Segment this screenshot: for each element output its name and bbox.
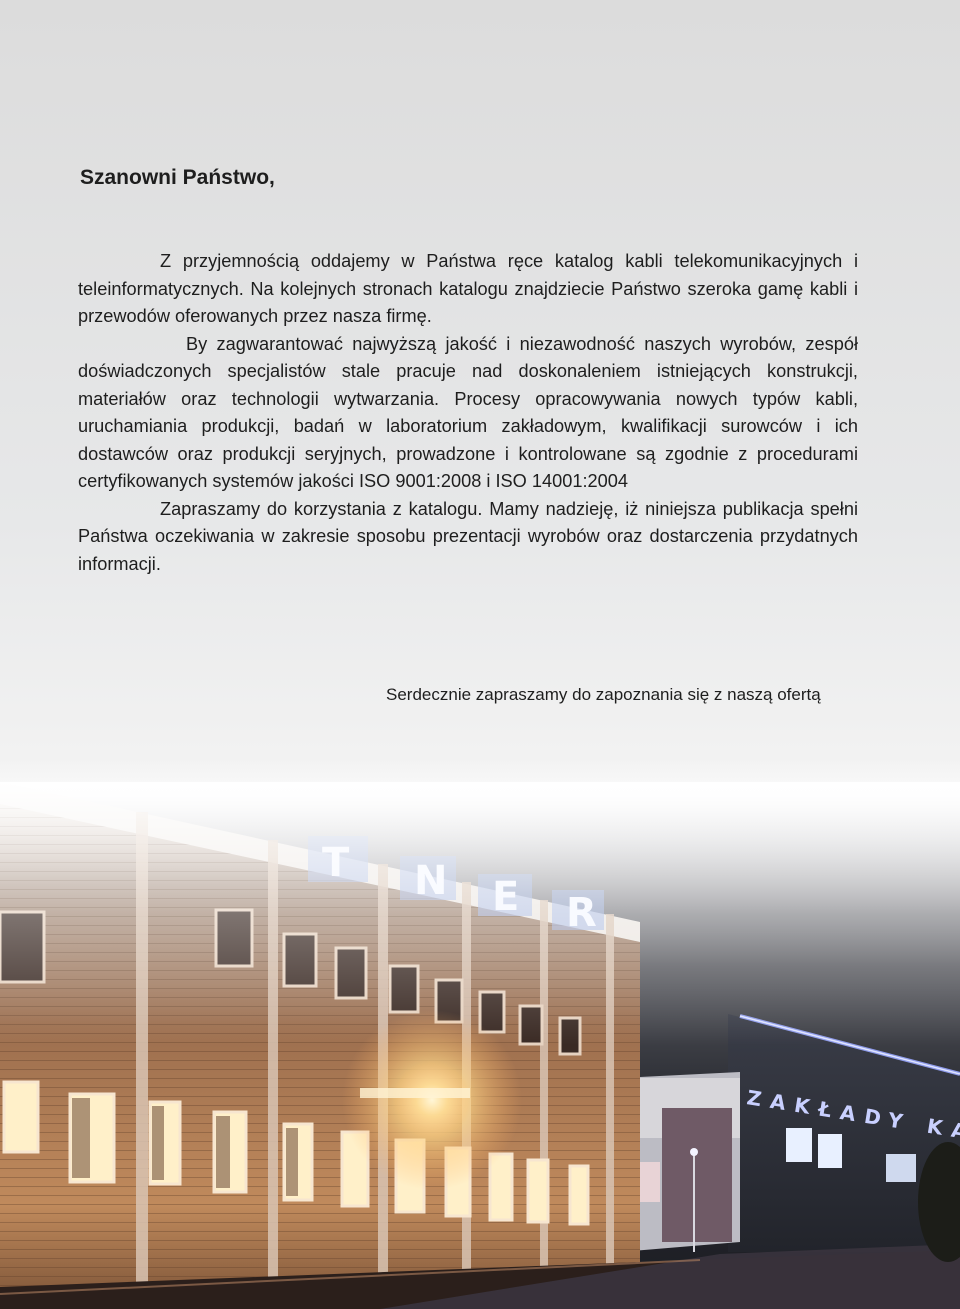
- closing-line: Serdecznie zapraszamy do zapoznania się z naszą ofertą: [386, 685, 821, 704]
- letter-paragraph: Zapraszamy do korzystania z katalogu. Mamy nadzieję, iż niniejsza publikacja spełni Państwa oczekiwania w zakresie sposobu prezentacji wyrobów oraz dostarczenia przydatnych informacji.: [78, 498, 858, 574]
- letter-paragraph: Z przyjemnością oddajemy w Państwa ręce katalog kabli telekomunikacyjnych i teleinformatycznych. Na kolejnych stronach katalogu znajdziecie Państwo szeroka gamę kabli i przewodów oferowanych przez nasza firmę.: [78, 251, 858, 326]
- greeting: Szanowni Państwo,: [80, 166, 275, 189]
- factory-night-photo: [0, 782, 960, 1309]
- letter-body: [78, 248, 858, 578]
- letter-paragraph: By zagwarantować najwyższą jakość i niezawodność naszych wyrobów, zespół doświadczonych specjalistów stale pracuje nad doskonaleniem istniejących konstrukcji, materiałów oraz technologii wytwarzania. Procesy opracowywania nowych typów kabli, uruchamiania produkcji, badań w laboratorium zakładowym, kwalifikacji surowców i ich dostawców oraz produkcji seryjnych, prowadzone i kontrolowane są zgodnie z procedurami certyfikowanych systemów jakości ISO 9001:2008 i ISO 14001:2004: [78, 333, 858, 491]
